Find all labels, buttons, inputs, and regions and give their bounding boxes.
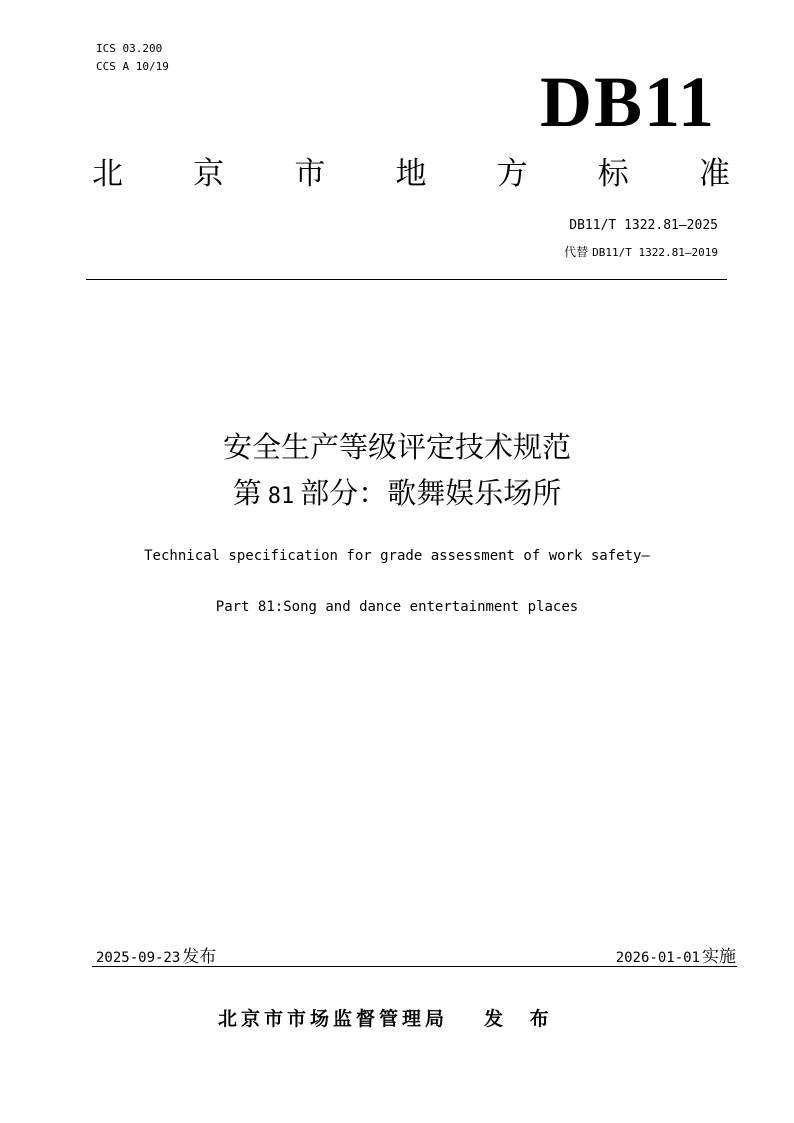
ics-code: ICS 03.200 xyxy=(96,42,163,55)
title-char: 地 xyxy=(395,156,427,192)
part-number: 81 xyxy=(267,484,295,509)
replaces-number: DB11/T 1322.81—2019 xyxy=(592,246,718,259)
title-char: 北 xyxy=(92,156,123,192)
replaces-note xyxy=(564,243,718,260)
effective-label: 实施 xyxy=(702,947,736,967)
publish-label: 发布 xyxy=(182,947,217,967)
standard-type-title xyxy=(92,152,730,196)
footer-divider xyxy=(92,966,737,967)
part-prefix: 第 xyxy=(232,476,262,510)
publish-date-value: 2025-09-23 xyxy=(96,950,181,966)
title-char: 市 xyxy=(294,156,326,192)
issuer-action: 发 布 xyxy=(484,1008,559,1030)
title-line-2 xyxy=(0,470,794,520)
publish-date xyxy=(96,942,216,967)
title-char: 标 xyxy=(597,156,629,192)
title-char: 准 xyxy=(698,156,730,192)
chinese-title xyxy=(0,424,794,520)
english-title-line-1: Technical specification for grade assessment of work safety— xyxy=(144,548,650,564)
classification-codes xyxy=(96,40,169,76)
part-suffix: 部分：歌舞娱乐场所 xyxy=(300,476,562,510)
issuer-line xyxy=(218,1004,559,1031)
english-title-line-2: Part 81:Song and dance entertainment places xyxy=(215,599,579,615)
standard-number: DB11/T 1322.81—2025 xyxy=(569,218,718,233)
header-divider xyxy=(86,279,727,280)
ccs-code: CCS A 10/19 xyxy=(96,60,169,73)
replaces-label: 代替 xyxy=(564,245,589,259)
effective-date-value: 2026-01-01 xyxy=(615,950,700,966)
effective-date xyxy=(616,942,736,967)
issuer-name: 北京市市场监督管理局 xyxy=(218,1008,449,1030)
title-char: 方 xyxy=(496,156,528,192)
title-char: 京 xyxy=(193,156,225,192)
title-line-1: 安全生产等级评定技术规范 xyxy=(222,430,571,464)
db-logo: DB11 xyxy=(539,62,716,142)
